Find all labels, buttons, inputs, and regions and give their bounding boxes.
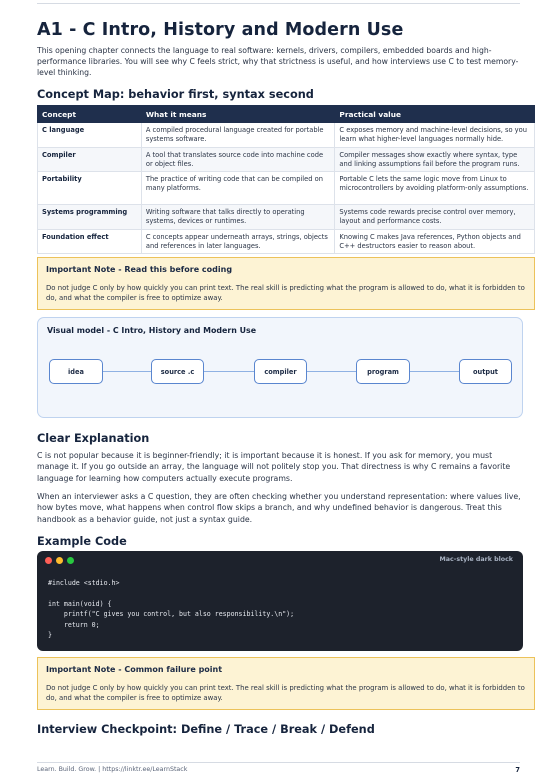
- column-header-means: What it means: [141, 106, 335, 123]
- footer-divider: [37, 762, 520, 763]
- intro-paragraph: This opening chapter connects the language to real software: kernels, drivers, compilers, embedded boards and high-performance libraries. You will see why C feels strict, why that strictness is useful, and how interviews use C to test memory-level thinking.: [37, 46, 519, 78]
- concept-cell: Compiler: [38, 148, 142, 172]
- table-row: [38, 172, 535, 205]
- note-body: Do not judge C only by how quickly you can print text. The real skill is predicting what the program is allowed to do, what it is forbidden to do, and what the compiler is free to optimize away.: [46, 284, 525, 303]
- value-cell: Systems code rewards precise control over memory, layout and performance costs.: [335, 205, 535, 230]
- column-header-concept: Concept: [38, 106, 142, 123]
- explanation-heading: Clear Explanation: [37, 432, 150, 445]
- flow-node-compiler: compiler: [254, 359, 307, 384]
- top-divider: [37, 3, 520, 4]
- explanation-paragraph-2: When an interviewer asks a C question, they are often checking whether you understand representation: where values live, how bytes move, what happens when control flow skips a branch, and why undefined behavior is dangerous. Treat this handbook as a behavior guide, not just a syntax guide.: [37, 492, 521, 524]
- concept-map-table: [37, 105, 535, 254]
- important-note-coding: [37, 257, 535, 310]
- concept-map-heading: Concept Map: behavior first, syntax second: [37, 88, 314, 101]
- note-title: Important Note - Common failure point: [46, 665, 223, 674]
- code-block-label: Mac-style dark block: [439, 556, 513, 563]
- table-row: [38, 148, 535, 172]
- means-cell: A compiled procedural language created for portable systems software.: [141, 123, 335, 148]
- code-content: #include <stdio.h> int main(void) { printf("C gives you control, but also responsibility.\n"); return 0; }: [48, 579, 295, 640]
- concept-cell: C language: [38, 123, 142, 148]
- minimize-dot-icon: [56, 557, 63, 564]
- maximize-dot-icon: [67, 557, 74, 564]
- close-dot-icon: [45, 557, 52, 564]
- code-block: [37, 551, 523, 651]
- means-cell: The practice of writing code that can be compiled on many platforms.: [141, 172, 335, 205]
- page-title: A1 - C Intro, History and Modern Use: [37, 20, 404, 40]
- code-titlebar: [37, 551, 523, 569]
- flow-node-output: output: [459, 359, 512, 384]
- footer-link[interactable]: Learn. Build. Grow. | https://linktr.ee/LearnStack: [37, 766, 188, 773]
- important-note-failure: [37, 657, 535, 710]
- note-body: Do not judge C only by how quickly you can print text. The real skill is predicting what the program is allowed to do, what it is forbidden to do, and what the compiler is free to optimize away.: [46, 684, 525, 703]
- table-header-row: [38, 106, 535, 123]
- explanation-paragraph-1: C is not popular because it is beginner-friendly; it is important because it is honest. If you ask for memory, you must manage it. If you go outside an array, the language will not politely stop you. That directness is why C remains a favorite language for learning how computers actually execute programs.: [37, 451, 511, 483]
- example-code-heading: Example Code: [37, 535, 127, 548]
- table-row: [38, 205, 535, 230]
- means-cell: C concepts appear underneath arrays, strings, objects and references in later languages.: [141, 230, 335, 254]
- concept-cell: Foundation effect: [38, 230, 142, 254]
- flow-node-source: source .c: [151, 359, 204, 384]
- value-cell: Compiler messages show exactly where syntax, type and linking assumptions fail before the program runs.: [335, 148, 535, 172]
- flow-node-program: program: [356, 359, 410, 384]
- value-cell: Knowing C makes Java references, Python objects and C++ destructors easier to reason about.: [335, 230, 535, 254]
- column-header-value: Practical value: [335, 106, 535, 123]
- visual-model-panel: [37, 317, 523, 418]
- concept-cell: Systems programming: [38, 205, 142, 230]
- means-cell: Writing software that talks directly to operating systems, devices or runtimes.: [141, 205, 335, 230]
- concept-cell: Portability: [38, 172, 142, 205]
- visual-model-title: Visual model - C Intro, History and Modern Use: [47, 326, 257, 335]
- table-row: [38, 123, 535, 148]
- table-row: [38, 230, 535, 254]
- means-cell: A tool that translates source code into machine code or object files.: [141, 148, 335, 172]
- value-cell: C exposes memory and machine-level decisions, so you learn what higher-level languages normally hide.: [335, 123, 535, 148]
- flow-node-idea: idea: [49, 359, 103, 384]
- note-title: Important Note - Read this before coding: [46, 265, 233, 274]
- page-number: 7: [515, 766, 520, 774]
- checkpoint-heading: Interview Checkpoint: Define / Trace / Break / Defend: [37, 723, 375, 736]
- value-cell: Portable C lets the same logic move from Linux to microcontrollers by avoiding platform-only assumptions.: [335, 172, 535, 205]
